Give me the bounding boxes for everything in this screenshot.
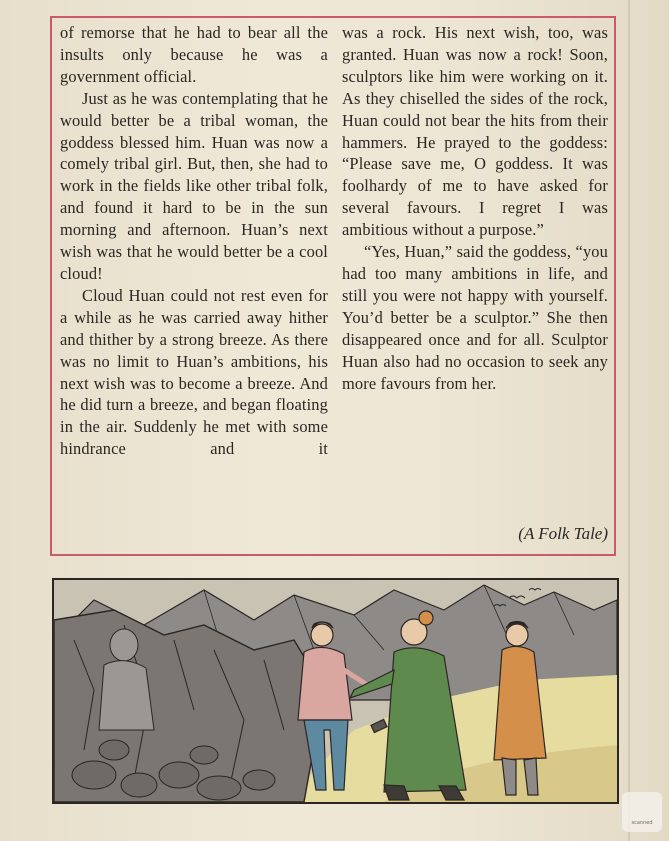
- paragraph: “Yes, Huan,” said the goddess, “you had too many ambitions in life, and still you were not happy with yourself. You’d better be a sculptor.” She then disappeared once and for all. Sculptor Huan also had no occasion to seek any more favours from her.: [342, 242, 608, 393]
- story-signoff: (A Folk Tale): [518, 524, 608, 543]
- illustration-drawing: [54, 580, 617, 802]
- scan-stamp: [622, 792, 662, 832]
- paragraph: of remorse that he had to bear all the insults only because he was a government official.: [60, 23, 328, 86]
- story-right-column: [342, 22, 608, 394]
- paragraph: Just as he was contemplating that he would better be a tribal woman, the goddess blessed him. Huan was now a comely tribal girl. But, then, she had to work in the fields like other tribal folk, and found it hard to be in the sun morning and afternoon. Huan’s next wish was that he would better be a cool cloud!: [60, 88, 328, 283]
- scan-stamp-label: scanned: [631, 820, 653, 826]
- paragraph: was a rock. His next wish, too, was granted. Huan was now a rock! Soon, sculptors like him were working on it. As they chiselled the sides of the rock, Huan could not bear the hits from their hammers. He prayed to the goddess: “Please save me, O goddess. It was foolhardy of me to have asked for several favours. I regret I was ambitious without a purpose.”: [342, 23, 608, 240]
- story-left-column: [60, 22, 328, 460]
- carved-body: [99, 661, 154, 730]
- page-fold-line: [628, 0, 630, 841]
- paragraph: Cloud Huan could not rest even for a while as he was carried away hither and thither by a strong breeze. As there was no limit to Huan’s ambitions, his next wish was to become a breeze. And he did turn a breeze, and began floating in the air. Suddenly he met with some hindrance and it: [60, 285, 328, 459]
- carved-head: [110, 629, 138, 661]
- story-illustration: [52, 578, 619, 804]
